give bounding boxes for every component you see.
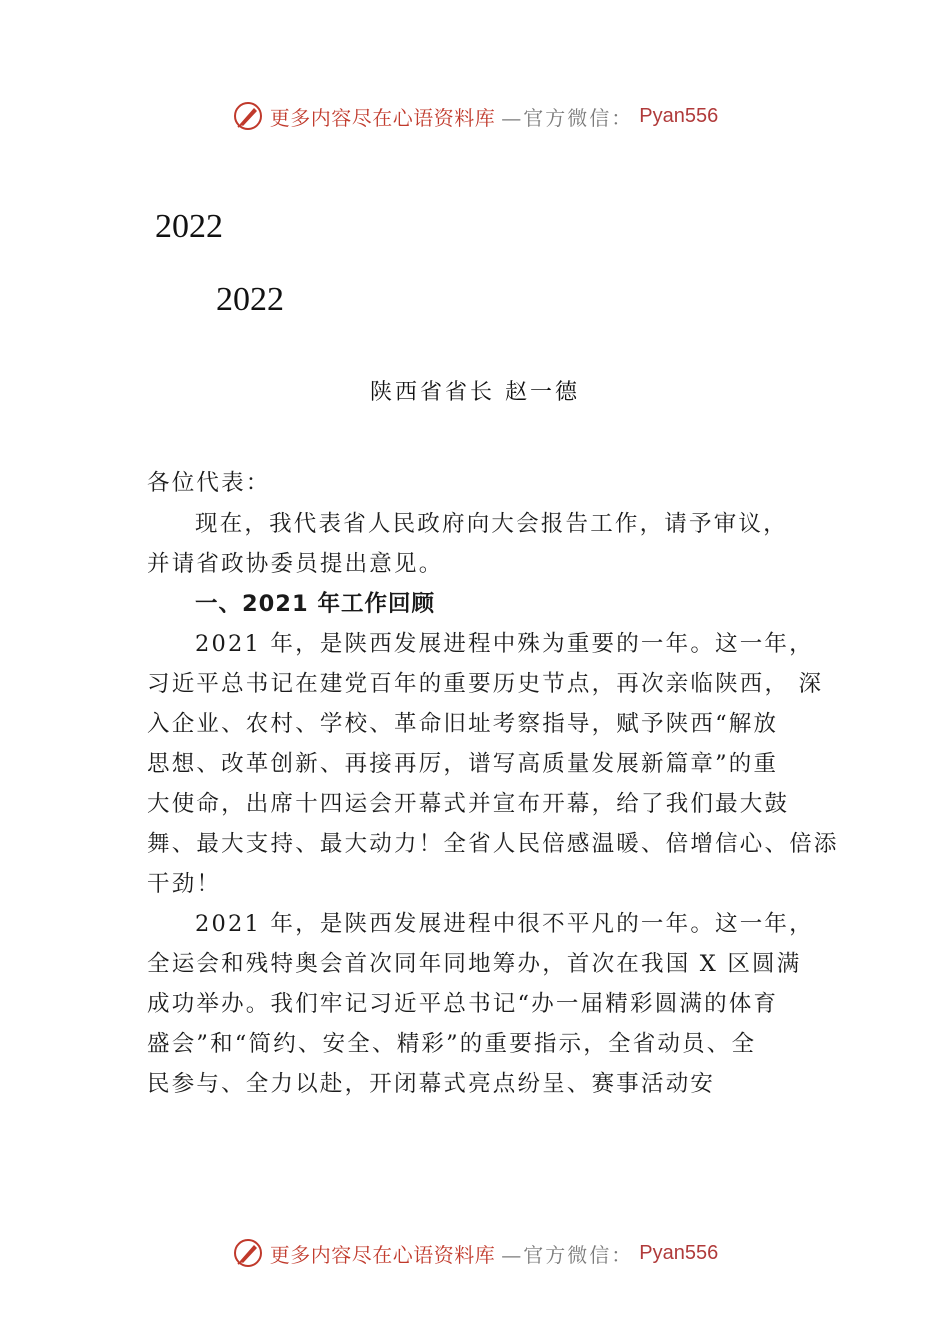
paragraph-line: 舞、最大支持、最大动力！全省人民倍感温暖、倍增信心、倍添 xyxy=(147,831,839,857)
paragraph-line: 全运会和残特奥会首次同年同地筹办，首次在我国 X 区圆满 xyxy=(147,951,802,977)
watermark-header xyxy=(0,96,950,136)
watermark-account: Pyan556 xyxy=(639,1241,719,1264)
paragraph-line: 并请省政协委员提出意见。 xyxy=(147,551,444,577)
paragraph-line: 思想、改革创新、再接再厉，谱写高质量发展新篇章”的重 xyxy=(147,751,779,777)
paragraph-line: 入企业、农村、学校、革命旧址考察指导，赋予陕西“解放 xyxy=(147,711,779,737)
paragraph-line: 现在，我代表省人民政府向大会报告工作，请予审议， xyxy=(195,511,788,537)
watermark-text: 更多内容尽在心语资料库 xyxy=(269,105,496,130)
paragraph-line: 2021 年，是陕西发展进程中殊为重要的一年。这一年， xyxy=(195,631,814,657)
paragraph-line: 大使命，出席十四运会开幕式并宣布开幕，给了我们最大鼓 xyxy=(147,791,790,817)
paragraph-line: 盛会”和“简约、安全、精彩”的重要指示，全省动员、全 xyxy=(147,1031,757,1057)
section-heading: 一、2021 年工作回顾 xyxy=(195,591,435,617)
salutation: 各位代表： xyxy=(147,470,271,496)
quill-logo-icon xyxy=(232,100,264,132)
quill-logo-icon xyxy=(232,1237,264,1269)
watermark-separator: —官方微信： xyxy=(501,105,634,130)
watermark-text: 更多内容尽在心语资料库 xyxy=(269,1242,496,1267)
paragraph-line: 2021 年，是陕西发展进程中很不平凡的一年。这一年， xyxy=(195,911,814,937)
title-year-1: 2022 xyxy=(155,208,223,245)
author-line: 陕西省省长 赵一德 xyxy=(370,380,580,405)
paragraph-line: 习近平总书记在建党百年的重要历史节点，再次亲临陕西， 深 xyxy=(147,671,824,697)
watermark-account: Pyan556 xyxy=(639,104,719,127)
watermark-separator: —官方微信： xyxy=(501,1242,634,1267)
paragraph-line: 民参与、全力以赴，开闭幕式亮点纷呈、赛事活动安 xyxy=(147,1071,716,1097)
title-year-2: 2022 xyxy=(216,281,284,318)
paragraph-line: 成功举办。我们牢记习近平总书记“办一届精彩圆满的体育 xyxy=(147,991,779,1017)
paragraph-line: 干劲！ xyxy=(147,871,222,897)
watermark-footer xyxy=(0,1233,950,1273)
